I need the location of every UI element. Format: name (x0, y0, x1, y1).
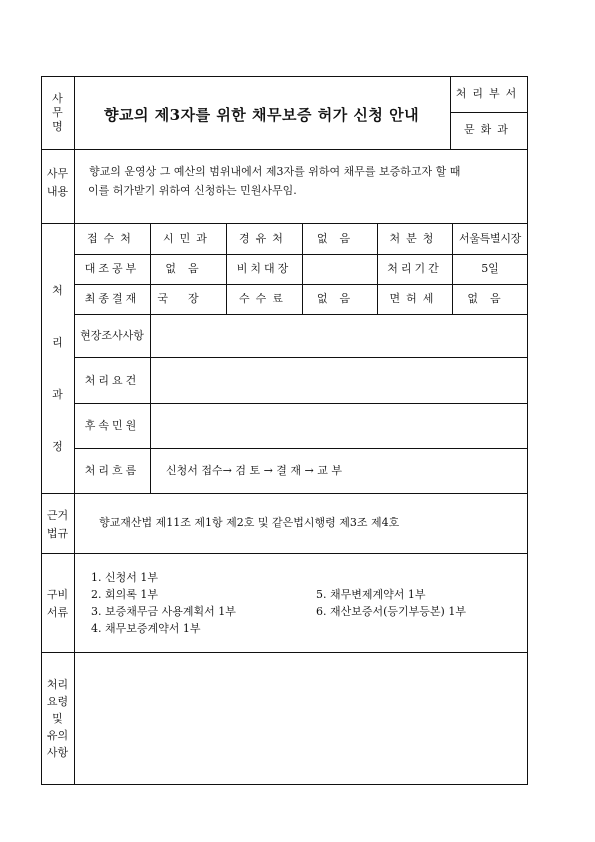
fee-label: 수수료 (239, 292, 289, 305)
divider (41, 223, 528, 224)
document-item: 3. 보증채무금 사용계획서 1부 (91, 605, 236, 618)
final-approval-value: 국장 (157, 292, 219, 305)
dept-label: 처리부서 (455, 87, 523, 100)
office-name-label: 사 무 명 (52, 92, 63, 133)
tax-value: 없음 (467, 292, 513, 305)
flow-label: 처리흐름 (84, 464, 140, 477)
divider (41, 493, 528, 494)
divider (74, 314, 528, 315)
flow-value: 신청서 접수→ 검 토 → 결 재 → 교 부 (166, 464, 343, 477)
page-title: 향교의 제3자를 위한 채무보증 허가 신청 안내 (104, 106, 420, 124)
divider (74, 403, 528, 404)
site-survey-label: 현장조사사항 (80, 329, 144, 342)
reception-label: 접수처 (87, 232, 137, 245)
office-value: 서울특별시장 (459, 232, 521, 245)
summary-label: 사무 내용 (46, 167, 69, 198)
via-value: 없음 (316, 232, 363, 245)
requirements-label: 처리요건 (84, 374, 140, 387)
consult-label: 대조공부 (84, 262, 140, 275)
via-label: 경유처 (239, 232, 289, 245)
divider (74, 254, 528, 255)
followup-label: 후속민원 (84, 419, 140, 432)
document-item: 6. 재산보증서(등기부등본) 1부 (316, 605, 466, 618)
document-item: 5. 채무변제계약서 1부 (316, 588, 426, 601)
divider (74, 448, 528, 449)
docs-label: 비치대장 (236, 262, 292, 275)
reception-value: 시민과 (163, 232, 213, 245)
divider (41, 149, 528, 150)
divider (74, 357, 528, 358)
summary-line: 이를 허가받기 위하여 신청하는 민원사무임. (88, 184, 297, 197)
office-label: 처분청 (389, 232, 440, 245)
basis-label: 근거 법규 (46, 509, 69, 540)
consult-value: 없음 (165, 262, 211, 275)
document-item: 2. 회의록 1부 (91, 588, 158, 601)
fee-value: 없음 (316, 292, 363, 305)
divider (74, 284, 528, 285)
notes-label: 처리 요령 및 유의 사항 (46, 678, 69, 759)
process-label: 처 리 과 정 (52, 284, 63, 453)
document-item: 4. 채무보증계약서 1부 (91, 622, 201, 635)
period-value: 5일 (481, 262, 499, 275)
divider (41, 553, 528, 554)
dept-value: 문화과 (464, 123, 514, 136)
period-label: 처리기간 (387, 262, 442, 275)
divider (450, 112, 528, 113)
divider (41, 652, 528, 653)
document-item: 1. 신청서 1부 (91, 571, 158, 584)
final-approval-label: 최종결재 (84, 292, 140, 305)
basis-text: 향교재산법 제11조 제1항 제2호 및 같은법시행령 제3조 제4호 (99, 516, 400, 529)
summary-line: 향교의 운영상 그 예산의 범위내에서 제3자를 위하여 채무를 보증하고자 할 때 (89, 165, 461, 178)
documents-label: 구비 서류 (46, 588, 69, 619)
tax-label: 면허세 (389, 292, 440, 305)
